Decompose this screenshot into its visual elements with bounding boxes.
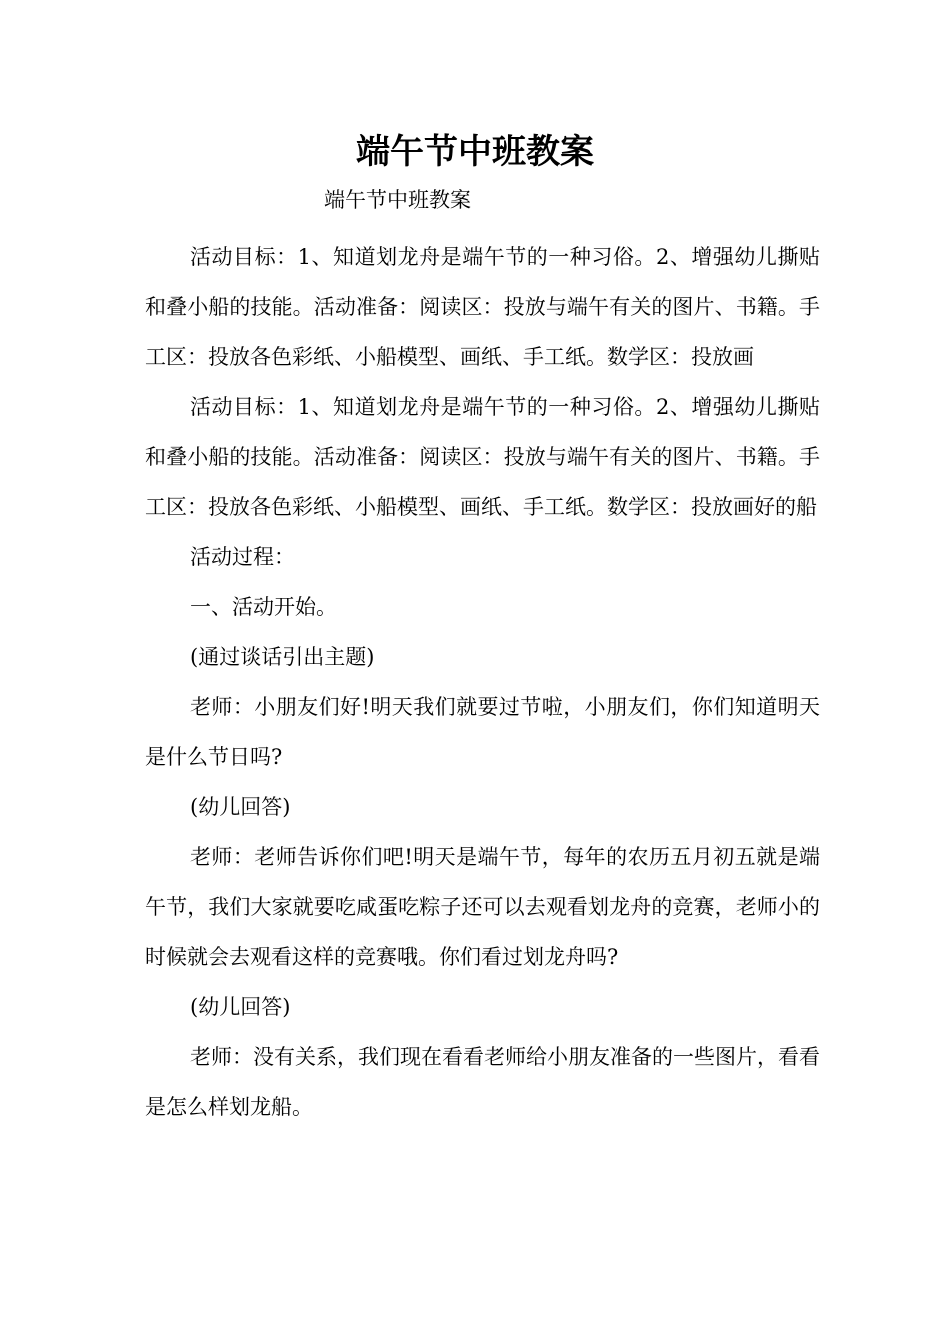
- paragraph: 老师：老师告诉你们吧!明天是端午节，每年的农历五月初五就是端午节，我们大家就要吃咸蛋吃粽子还可以去观看划龙舟的竞赛，老师小的时候就会去观看这样的竞赛哦。你们看过划龙舟吗?: [145, 845, 820, 969]
- document-body: [145, 232, 820, 1132]
- paragraph: 活动目标：1、知道划龙舟是端午节的一种习俗。2、增强幼儿撕贴和叠小船的技能。活动准备：阅读区：投放与端午有关的图片、书籍。手工区：投放各色彩纸、小船模型、画纸、手工纸。数学区：投放画: [145, 245, 820, 369]
- paragraph: 老师：没有关系，我们现在看看老师给小朋友准备的一些图片，看看是怎么样划龙船。: [145, 1045, 820, 1119]
- paragraph: 活动过程：: [190, 545, 295, 569]
- paragraph: 一、活动开始。: [190, 595, 337, 619]
- paragraph: 活动目标：1、知道划龙舟是端午节的一种习俗。2、增强幼儿撕贴和叠小船的技能。活动准备：阅读区：投放与端午有关的图片、书籍。手工区：投放各色彩纸、小船模型、画纸、手工纸。数学区：投放画好的船: [145, 395, 820, 519]
- document-title: 端午节中班教案: [356, 132, 594, 172]
- paragraph: (通过谈话引出主题): [190, 645, 375, 669]
- document-subtitle: 端午节中班教案: [324, 188, 471, 212]
- paragraph: (幼儿回答): [190, 995, 291, 1019]
- paragraph: 老师：小朋友们好!明天我们就要过节啦，小朋友们，你们知道明天是什么节日吗?: [145, 695, 820, 769]
- paragraph: (幼儿回答): [190, 795, 291, 819]
